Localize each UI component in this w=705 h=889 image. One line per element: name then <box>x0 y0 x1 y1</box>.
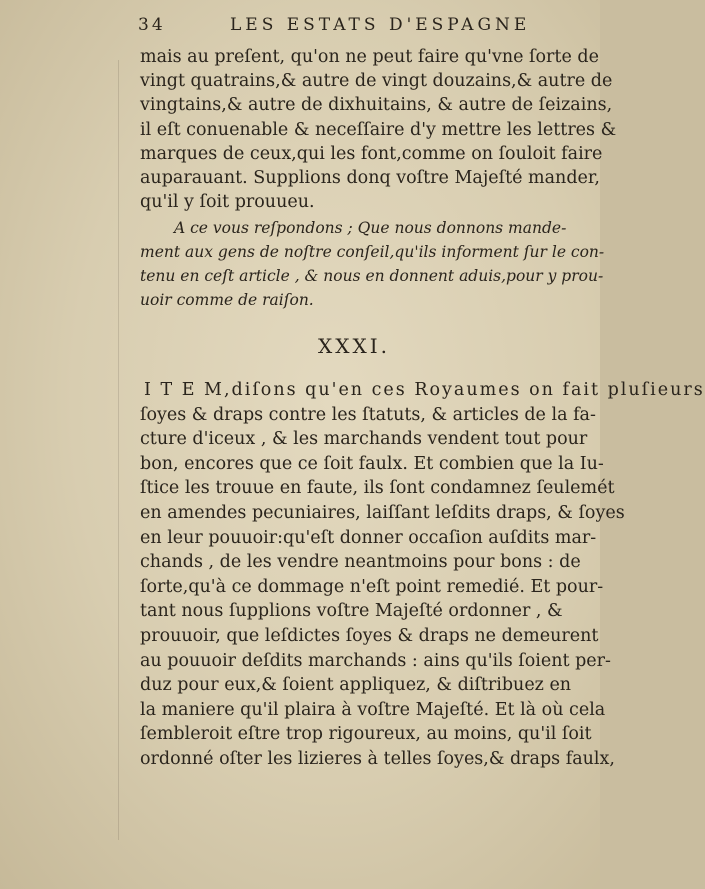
text-line: vingt quatrains,& autre de vingt douzains,& autre de <box>140 71 613 92</box>
reply-line: A ce vous reſpondons ; Que nous donnons mande- <box>174 219 567 237</box>
top-paragraph <box>140 45 617 214</box>
text-line: au pouuoir deſdits marchands : ains qu'ils ſoient per- <box>140 650 611 671</box>
running-head <box>138 15 578 39</box>
text-line: duz pour eux,& ſoient appliquez, & diſtribuez en <box>140 675 572 696</box>
text-line: ſorte,qu'à ce dommage n'eſt point remedié. Et pour- <box>140 576 604 597</box>
text-line: ſtice les trouue en faute, ils ſont condamnez ſeulemét <box>140 478 615 499</box>
royal-reply <box>140 216 605 312</box>
reply-line: uoir comme de raiſon. <box>140 291 314 309</box>
text-line: en leur pouuoir:qu'eſt donner occaſion auſdits mar- <box>140 527 597 548</box>
bottom-paragraph <box>140 378 705 772</box>
paper-crease <box>118 60 119 840</box>
text-line: vingtains,& autre de dixhuitains, & autre de ſeizains, <box>140 95 613 116</box>
text-line: en amendes pecuniaires, laiſſant leſdits draps, & ſoyes <box>140 502 625 523</box>
page-number: 34 <box>138 15 166 35</box>
text-line: cture d'iceux , & les marchands vendent tout pour <box>140 429 588 450</box>
text-line: qu'il y ſoit prouueu. <box>140 192 315 213</box>
reply-line: ment aux gens de noſtre conſeil,qu'ils informent ſur le con- <box>140 243 605 261</box>
text-line: I T E M,diſons qu'en ces Royaumes on fait pluſieurs <box>144 380 705 400</box>
section-heading: XXXI. <box>318 334 390 358</box>
text-line: marques de ceux,qui les font,comme on ſouloit faire <box>140 143 603 164</box>
text-line: prouuoir, que leſdictes ſoyes & draps ne demeurent <box>140 625 599 646</box>
text-line: bon, encores que ce ſoit faulx. Et combien que la Iu- <box>140 453 604 474</box>
text-line: auparauant. Supplions donq voſtre Majeſté mander, <box>140 167 600 188</box>
text-line: chands , de les vendre neantmoins pour bons : de <box>140 552 581 573</box>
text-line: la maniere qu'il plaira à voſtre Majeſté. Et là où cela <box>140 699 606 720</box>
running-title: LES ESTATS D'ESPAGNE <box>230 15 531 35</box>
text-line: ordonné oſter les lizieres à telles ſoyes,& draps faulx, <box>140 748 615 769</box>
text-line: ſembleroit eſtre trop rigoureux, au moins, qu'il ſoit <box>140 724 592 745</box>
text-line: mais au preſent, qu'on ne peut faire qu'vne ſorte de <box>140 47 599 67</box>
reply-line: tenu en ceſt article , & nous en donnent aduis,pour y prou- <box>140 267 604 285</box>
text-line: tant nous ſupplions voſtre Majeſté ordonner , & <box>140 601 563 622</box>
text-line: il eſt conuenable & neceſſaire d'y mettre les lettres & <box>140 119 617 140</box>
text-line: ſoyes & draps contre les ſtatuts, & articles de la fa- <box>140 404 596 425</box>
